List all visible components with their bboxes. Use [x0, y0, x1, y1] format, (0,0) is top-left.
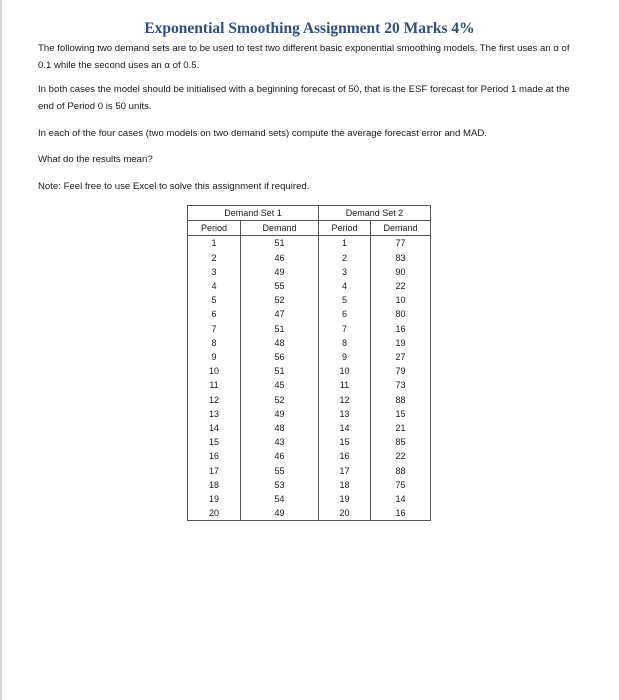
set-2-demand-cell: 21 [371, 421, 431, 435]
set-1-period-cell: 5 [188, 293, 241, 307]
demand-table [187, 205, 431, 521]
table-row [188, 293, 431, 307]
table-row [188, 435, 431, 449]
set-2-period-cell: 3 [319, 265, 371, 279]
set-1-period-cell: 15 [188, 435, 241, 449]
set-2-demand-cell: 88 [371, 464, 431, 478]
set-1-period-cell: 2 [188, 251, 241, 265]
set-2-demand-cell: 19 [371, 336, 431, 350]
set-1-period-cell: 6 [188, 307, 241, 321]
set-2-period-cell: 8 [319, 336, 371, 350]
set-2-period-cell: 18 [319, 478, 371, 492]
set-2-period-cell: 6 [319, 307, 371, 321]
table-row [188, 478, 431, 492]
set-1-period-cell: 1 [188, 236, 241, 251]
page-title: Exponential Smoothing Assignment 20 Marks 4% [144, 20, 475, 37]
table-row [188, 265, 431, 279]
set-1-demand-cell: 48 [241, 421, 319, 435]
set-1-demand-cell: 48 [241, 336, 319, 350]
set-2-demand-cell: 83 [371, 251, 431, 265]
set-2-demand-cell: 73 [371, 378, 431, 392]
set-2-demand-cell: 90 [371, 265, 431, 279]
set-1-period-cell: 18 [188, 478, 241, 492]
set-1-demand-cell: 51 [241, 236, 319, 251]
set-1-demand-cell: 56 [241, 350, 319, 364]
set-1-period-cell: 12 [188, 393, 241, 407]
table-row [188, 322, 431, 336]
table-body [188, 236, 431, 521]
table-row [188, 449, 431, 463]
set-1-period-cell: 16 [188, 449, 241, 463]
demand-set-1-header: Demand Set 1 [188, 206, 319, 221]
set-2-period-cell: 16 [319, 449, 371, 463]
set-2-period-cell: 2 [319, 251, 371, 265]
set-2-demand-cell: 15 [371, 407, 431, 421]
set-2-demand-cell: 10 [371, 293, 431, 307]
set-2-period-cell: 19 [319, 492, 371, 506]
table-row [188, 464, 431, 478]
set-2-period-cell: 7 [319, 322, 371, 336]
table-row [188, 307, 431, 321]
set-2-demand-cell: 77 [371, 236, 431, 251]
set-1-demand-cell: 43 [241, 435, 319, 449]
set-1-period-cell: 17 [188, 464, 241, 478]
table-row [188, 421, 431, 435]
set-1-demand-cell: 46 [241, 251, 319, 265]
set-1-demand-cell: 54 [241, 492, 319, 506]
table-row [188, 492, 431, 506]
set-1-demand-cell: 49 [241, 407, 319, 421]
table-column-header-row [188, 221, 431, 236]
table-row [188, 364, 431, 378]
table-row [188, 236, 431, 251]
set-2-period-cell: 10 [319, 364, 371, 378]
set-1-period-cell: 13 [188, 407, 241, 421]
page-edge [0, 0, 2, 700]
set-1-demand-cell: 51 [241, 364, 319, 378]
task-paragraph: In each of the four cases (two models on two demand sets) compute the average forecast error and MAD. [38, 128, 487, 139]
set-2-demand-cell: 80 [371, 307, 431, 321]
table-row [188, 251, 431, 265]
set-2-demand-header: Demand [371, 221, 431, 236]
set-2-period-cell: 12 [319, 393, 371, 407]
table-row [188, 378, 431, 392]
set-1-demand-header: Demand [241, 221, 319, 236]
set-2-demand-cell: 75 [371, 478, 431, 492]
set-2-demand-cell: 79 [371, 364, 431, 378]
table-row [188, 506, 431, 521]
set-2-period-cell: 17 [319, 464, 371, 478]
set-1-demand-cell: 52 [241, 293, 319, 307]
set-1-period-header: Period [188, 221, 241, 236]
table-group-header-row [188, 206, 431, 221]
set-2-demand-cell: 88 [371, 393, 431, 407]
set-1-period-cell: 3 [188, 265, 241, 279]
set-1-period-cell: 11 [188, 378, 241, 392]
set-2-period-cell: 5 [319, 293, 371, 307]
question-paragraph: What do the results mean? [38, 154, 153, 165]
set-2-period-cell: 9 [319, 350, 371, 364]
set-1-period-cell: 7 [188, 322, 241, 336]
set-1-period-cell: 4 [188, 279, 241, 293]
set-1-period-cell: 10 [188, 364, 241, 378]
demand-set-2-header: Demand Set 2 [319, 206, 431, 221]
set-2-period-cell: 4 [319, 279, 371, 293]
set-2-demand-cell: 85 [371, 435, 431, 449]
intro-paragraph: The following two demand sets are to be used to test two different basic exponential smoothing models. The first uses an α of 0.1 while the second uses an α of 0.5. [38, 43, 570, 71]
set-2-demand-cell: 14 [371, 492, 431, 506]
initialisation-paragraph: In both cases the model should be initialised with a beginning forecast of 50, that is the ESF forecast for Period 1 made at the end of Period 0 is 50 units. [38, 84, 570, 112]
set-2-period-cell: 14 [319, 421, 371, 435]
set-2-demand-cell: 22 [371, 449, 431, 463]
table-row [188, 279, 431, 293]
set-2-demand-cell: 22 [371, 279, 431, 293]
set-1-demand-cell: 55 [241, 464, 319, 478]
table-row [188, 407, 431, 421]
set-1-demand-cell: 49 [241, 265, 319, 279]
set-1-demand-cell: 51 [241, 322, 319, 336]
set-1-period-cell: 8 [188, 336, 241, 350]
note-paragraph: Note: Feel free to use Excel to solve this assignment if required. [38, 181, 310, 192]
set-1-period-cell: 20 [188, 506, 241, 521]
set-2-period-cell: 13 [319, 407, 371, 421]
set-2-period-cell: 20 [319, 506, 371, 521]
set-1-demand-cell: 46 [241, 449, 319, 463]
set-1-period-cell: 19 [188, 492, 241, 506]
set-2-period-header: Period [319, 221, 371, 236]
set-1-demand-cell: 47 [241, 307, 319, 321]
set-2-demand-cell: 16 [371, 322, 431, 336]
set-1-demand-cell: 45 [241, 378, 319, 392]
set-2-period-cell: 1 [319, 236, 371, 251]
set-1-demand-cell: 52 [241, 393, 319, 407]
set-1-period-cell: 9 [188, 350, 241, 364]
table-row [188, 393, 431, 407]
set-1-period-cell: 14 [188, 421, 241, 435]
set-1-demand-cell: 55 [241, 279, 319, 293]
table-row [188, 336, 431, 350]
table-row [188, 350, 431, 364]
set-1-demand-cell: 53 [241, 478, 319, 492]
set-2-period-cell: 15 [319, 435, 371, 449]
set-2-period-cell: 11 [319, 378, 371, 392]
set-1-demand-cell: 49 [241, 506, 319, 521]
set-2-demand-cell: 16 [371, 506, 431, 521]
set-2-demand-cell: 27 [371, 350, 431, 364]
